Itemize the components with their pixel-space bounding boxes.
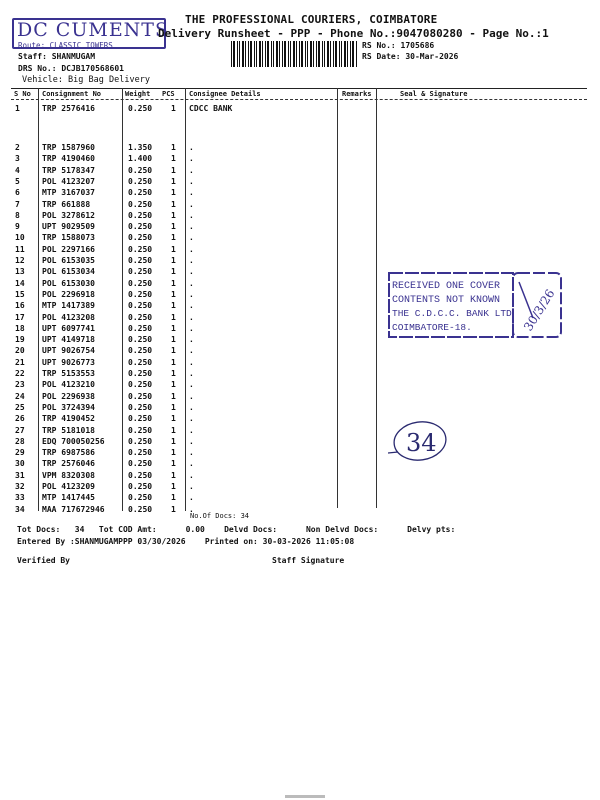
row-weight: 0.250 <box>128 200 153 209</box>
col-header-seal: Seal & Signature <box>400 90 468 98</box>
row-details: . <box>189 358 194 367</box>
runsheet-subtitle: Delivery Runsheet - PPP - Phone No.:9047080280 - Page No.:1 <box>158 27 549 40</box>
row-sno: 12 <box>15 256 25 265</box>
row-details: . <box>189 313 194 322</box>
stamp-line-1: RECEIVED ONE COVER <box>392 281 501 292</box>
row-details: . <box>189 324 194 333</box>
row-consignment: TRP 2576416 <box>42 104 95 113</box>
row-pcs: 1 <box>171 166 176 175</box>
row-pcs: 1 <box>171 267 176 276</box>
row-weight: 0.250 <box>128 211 153 220</box>
row-sno: 28 <box>15 437 25 446</box>
row-weight: 0.250 <box>128 482 153 491</box>
table-row <box>0 437 600 448</box>
row-sno: 22 <box>15 369 25 378</box>
row-sno: 2 <box>15 143 20 152</box>
row-sno: 19 <box>15 335 25 344</box>
table-row <box>0 188 600 199</box>
row-sno: 15 <box>15 290 25 299</box>
row-weight: 0.250 <box>128 471 153 480</box>
row-sno: 27 <box>15 426 25 435</box>
row-weight: 0.250 <box>128 290 153 299</box>
row-weight: 0.250 <box>128 166 153 175</box>
row-pcs: 1 <box>171 188 176 197</box>
row-details: . <box>189 392 194 401</box>
row-pcs: 1 <box>171 301 176 310</box>
row-pcs: 1 <box>171 493 176 502</box>
row-consignment: MTP 1417389 <box>42 301 95 310</box>
table-row <box>0 256 600 267</box>
row-weight: 0.250 <box>128 177 153 186</box>
row-sno: 6 <box>15 188 20 197</box>
row-details: . <box>189 279 194 288</box>
row-details: . <box>189 267 194 276</box>
col-header-consignment: Consignment No <box>42 90 102 98</box>
row-weight: 0.250 <box>128 403 153 412</box>
row-consignment: TRP 1588073 <box>42 233 95 242</box>
row-sno: 33 <box>15 493 25 502</box>
row-sno: 13 <box>15 267 25 276</box>
table-row <box>0 358 600 369</box>
staff-label: Staff: SHANMUGAM <box>18 52 96 61</box>
row-consignment: UPT 4149718 <box>42 335 95 344</box>
row-pcs: 1 <box>171 335 176 344</box>
row-weight: 0.250 <box>128 346 153 355</box>
row-details: . <box>189 426 194 435</box>
table-row <box>0 414 600 425</box>
row-weight: 0.250 <box>128 335 153 344</box>
row-weight: 0.250 <box>128 437 153 446</box>
row-consignment: POL 6153034 <box>42 267 95 276</box>
row-sno: 24 <box>15 392 25 401</box>
row-weight: 0.250 <box>128 188 153 197</box>
barcode-icon <box>231 41 358 67</box>
row-sno: 3 <box>15 154 20 163</box>
scan-mark <box>285 795 325 798</box>
row-consignment: POL 6153035 <box>42 256 95 265</box>
row-pcs: 1 <box>171 290 176 299</box>
table-row <box>0 392 600 403</box>
row-consignment: MTP 1417445 <box>42 493 95 502</box>
row-consignment: POL 4123210 <box>42 380 95 389</box>
row-pcs: 1 <box>171 380 176 389</box>
row-pcs: 1 <box>171 414 176 423</box>
row-consignment: POL 2296918 <box>42 290 95 299</box>
row-pcs: 1 <box>171 346 176 355</box>
row-weight: 0.250 <box>128 380 153 389</box>
row-pcs: 1 <box>171 358 176 367</box>
row-consignment: TRP 4190452 <box>42 414 95 423</box>
row-weight: 0.250 <box>128 301 153 310</box>
row-consignment: POL 3724394 <box>42 403 95 412</box>
row-weight: 0.250 <box>128 324 153 333</box>
row-details: . <box>189 505 194 514</box>
row-pcs: 1 <box>171 245 176 254</box>
row-sno: 30 <box>15 459 25 468</box>
row-weight: 1.350 <box>128 143 153 152</box>
row-consignment: TRP 2576046 <box>42 459 95 468</box>
row-pcs: 1 <box>171 471 176 480</box>
row-weight: 0.250 <box>128 448 153 457</box>
drs-number: DRS No.: DCJB170568601 <box>18 64 124 73</box>
table-row <box>0 166 600 177</box>
entered-by-line: Entered By :SHANMUGAMPPP 03/30/2026 Printed on: 30-03-2026 11:05:08 <box>17 537 355 546</box>
row-details: . <box>189 256 194 265</box>
totals-line: Tot Docs: 34 Tot COD Amt: 0.00 Delvd Docs: Non Delvd Docs: Delvy pts: <box>17 525 456 534</box>
row-pcs: 1 <box>171 324 176 333</box>
row-sno: 11 <box>15 245 25 254</box>
stamp-line-4: COIMBATORE-18. <box>392 322 472 333</box>
stamp-handwritten-date: 30/3/26 <box>521 286 558 334</box>
row-weight: 0.250 <box>128 279 153 288</box>
row-pcs: 1 <box>171 482 176 491</box>
table-row <box>0 459 600 470</box>
row-details: . <box>189 245 194 254</box>
row-sno: 25 <box>15 403 25 412</box>
table-row <box>0 211 600 222</box>
row-details: . <box>189 166 194 175</box>
row-weight: 0.250 <box>128 104 153 113</box>
table-row <box>0 505 600 516</box>
row-sno: 14 <box>15 279 25 288</box>
table-row <box>0 426 600 437</box>
row-weight: 0.250 <box>128 267 153 276</box>
table-top-rule <box>11 88 587 89</box>
row-weight: 0.250 <box>128 426 153 435</box>
row-consignment: UPT 9026754 <box>42 346 95 355</box>
row-sno: 9 <box>15 222 20 231</box>
table-row <box>0 245 600 256</box>
table-row <box>0 448 600 459</box>
row-details: . <box>189 154 194 163</box>
row-weight: 0.250 <box>128 222 153 231</box>
row-details: . <box>189 335 194 344</box>
row-pcs: 1 <box>171 143 176 152</box>
table-row <box>0 104 600 115</box>
row-pcs: 1 <box>171 200 176 209</box>
col-header-weight: Weight <box>125 90 151 98</box>
row-details: . <box>189 188 194 197</box>
handwritten-34: 34 <box>406 429 437 457</box>
row-pcs: 1 <box>171 279 176 288</box>
table-row <box>0 143 600 154</box>
row-consignment: TRP 661888 <box>42 200 91 209</box>
row-pcs: 1 <box>171 154 176 163</box>
row-pcs: 1 <box>171 104 176 113</box>
row-consignment: POL 4123209 <box>42 482 95 491</box>
row-pcs: 1 <box>171 426 176 435</box>
table-header-rule <box>11 99 587 100</box>
row-sno: 20 <box>15 346 25 355</box>
row-details: . <box>189 448 194 457</box>
row-weight: 0.250 <box>128 493 153 502</box>
row-sno: 5 <box>15 177 20 186</box>
row-details: . <box>189 200 194 209</box>
row-sno: 18 <box>15 324 25 333</box>
row-details: . <box>189 233 194 242</box>
row-details: . <box>189 346 194 355</box>
row-details: . <box>189 301 194 310</box>
row-weight: 0.250 <box>128 233 153 242</box>
page-title: THE PROFESSIONAL COURIERS, COIMBATORE <box>185 13 438 26</box>
row-consignment: MTP 3167037 <box>42 188 95 197</box>
row-sno: 1 <box>15 104 20 113</box>
row-sno: 10 <box>15 233 25 242</box>
row-details: . <box>189 471 194 480</box>
table-row <box>0 200 600 211</box>
row-weight: 0.250 <box>128 505 153 514</box>
staff-signature-label: Staff Signature <box>272 556 345 565</box>
row-weight: 0.250 <box>128 369 153 378</box>
row-weight: 0.250 <box>128 358 153 367</box>
row-pcs: 1 <box>171 211 176 220</box>
col-header-pcs: PCS <box>162 90 175 98</box>
row-weight: 0.250 <box>128 256 153 265</box>
row-consignment: POL 4123208 <box>42 313 95 322</box>
row-pcs: 1 <box>171 313 176 322</box>
row-pcs: 1 <box>171 448 176 457</box>
row-details: . <box>189 459 194 468</box>
row-pcs: 1 <box>171 369 176 378</box>
row-consignment: TRP 5181018 <box>42 426 95 435</box>
row-consignment: TRP 6987586 <box>42 448 95 457</box>
row-weight: 0.250 <box>128 245 153 254</box>
table-row <box>0 493 600 504</box>
row-sno: 23 <box>15 380 25 389</box>
row-pcs: 1 <box>171 256 176 265</box>
row-consignment: UPT 9029509 <box>42 222 95 231</box>
row-sno: 4 <box>15 166 20 175</box>
row-consignment: TRP 5178347 <box>42 166 95 175</box>
col-header-details: Consignee Details <box>189 90 261 98</box>
row-details: . <box>189 222 194 231</box>
row-consignment: POL 6153030 <box>42 279 95 288</box>
docs-count: No.Of Docs: 34 <box>190 512 250 520</box>
row-sno: 34 <box>15 505 25 514</box>
stamp-line-3: THE C.D.C.C. BANK LTD <box>392 308 512 319</box>
table-row <box>0 346 600 357</box>
row-pcs: 1 <box>171 233 176 242</box>
rs-number: RS No.: 1705686 <box>362 41 435 50</box>
verified-by-label: Verified By <box>17 556 70 565</box>
row-pcs: 1 <box>171 177 176 186</box>
row-sno: 32 <box>15 482 25 491</box>
row-pcs: 1 <box>171 505 176 514</box>
row-sno: 17 <box>15 313 25 322</box>
row-sno: 26 <box>15 414 25 423</box>
row-consignment: TRP 1587960 <box>42 143 95 152</box>
row-sno: 31 <box>15 471 25 480</box>
row-details: . <box>189 482 194 491</box>
table-row <box>0 403 600 414</box>
row-details: . <box>189 290 194 299</box>
row-weight: 0.250 <box>128 414 153 423</box>
row-pcs: 1 <box>171 437 176 446</box>
row-sno: 21 <box>15 358 25 367</box>
row-consignment: UPT 6097741 <box>42 324 95 333</box>
row-pcs: 1 <box>171 459 176 468</box>
row-details: . <box>189 369 194 378</box>
table-row <box>0 369 600 380</box>
row-weight: 1.400 <box>128 154 153 163</box>
row-sno: 8 <box>15 211 20 220</box>
table-row <box>0 471 600 482</box>
route-label: Route: CLASSIC TOWERS <box>18 41 113 50</box>
row-consignment: UPT 9026773 <box>42 358 95 367</box>
row-sno: 7 <box>15 200 20 209</box>
row-weight: 0.250 <box>128 392 153 401</box>
row-consignment: POL 2296938 <box>42 392 95 401</box>
row-details: . <box>189 493 194 502</box>
documents-stamp: DC CUMENTS <box>17 19 169 41</box>
row-details: . <box>189 414 194 423</box>
row-consignment: TRP 5153553 <box>42 369 95 378</box>
row-details: . <box>189 177 194 186</box>
vehicle-label: Vehicle: Big Bag Delivery <box>22 75 150 85</box>
row-consignment: TRP 4190460 <box>42 154 95 163</box>
row-consignment: VPM 8320308 <box>42 471 95 480</box>
table-row <box>0 222 600 233</box>
row-details: CDCC BANK <box>189 104 233 113</box>
row-sno: 16 <box>15 301 25 310</box>
col-header-remarks: Remarks <box>342 90 372 98</box>
received-stamp <box>387 270 565 340</box>
row-sno: 29 <box>15 448 25 457</box>
table-row <box>0 482 600 493</box>
row-pcs: 1 <box>171 392 176 401</box>
row-pcs: 1 <box>171 403 176 412</box>
row-details: . <box>189 403 194 412</box>
table-row <box>0 380 600 391</box>
row-consignment: MAA 717672946 <box>42 505 105 514</box>
table-row <box>0 154 600 165</box>
handwritten-count <box>388 415 460 465</box>
row-pcs: 1 <box>171 222 176 231</box>
row-consignment: POL 4123207 <box>42 177 95 186</box>
stamp-line-2: CONTENTS NOT KNOWN <box>392 295 501 306</box>
row-weight: 0.250 <box>128 459 153 468</box>
row-consignment: POL 2297166 <box>42 245 95 254</box>
row-consignment: POL 3278612 <box>42 211 95 220</box>
row-details: . <box>189 380 194 389</box>
row-details: . <box>189 437 194 446</box>
col-header-sno: S No <box>14 90 31 98</box>
row-weight: 0.250 <box>128 313 153 322</box>
table-row <box>0 233 600 244</box>
rs-date: RS Date: 30-Mar-2026 <box>362 52 459 61</box>
table-row <box>0 177 600 188</box>
row-consignment: EDQ 700050256 <box>42 437 105 446</box>
row-details: . <box>189 211 194 220</box>
row-details: . <box>189 143 194 152</box>
